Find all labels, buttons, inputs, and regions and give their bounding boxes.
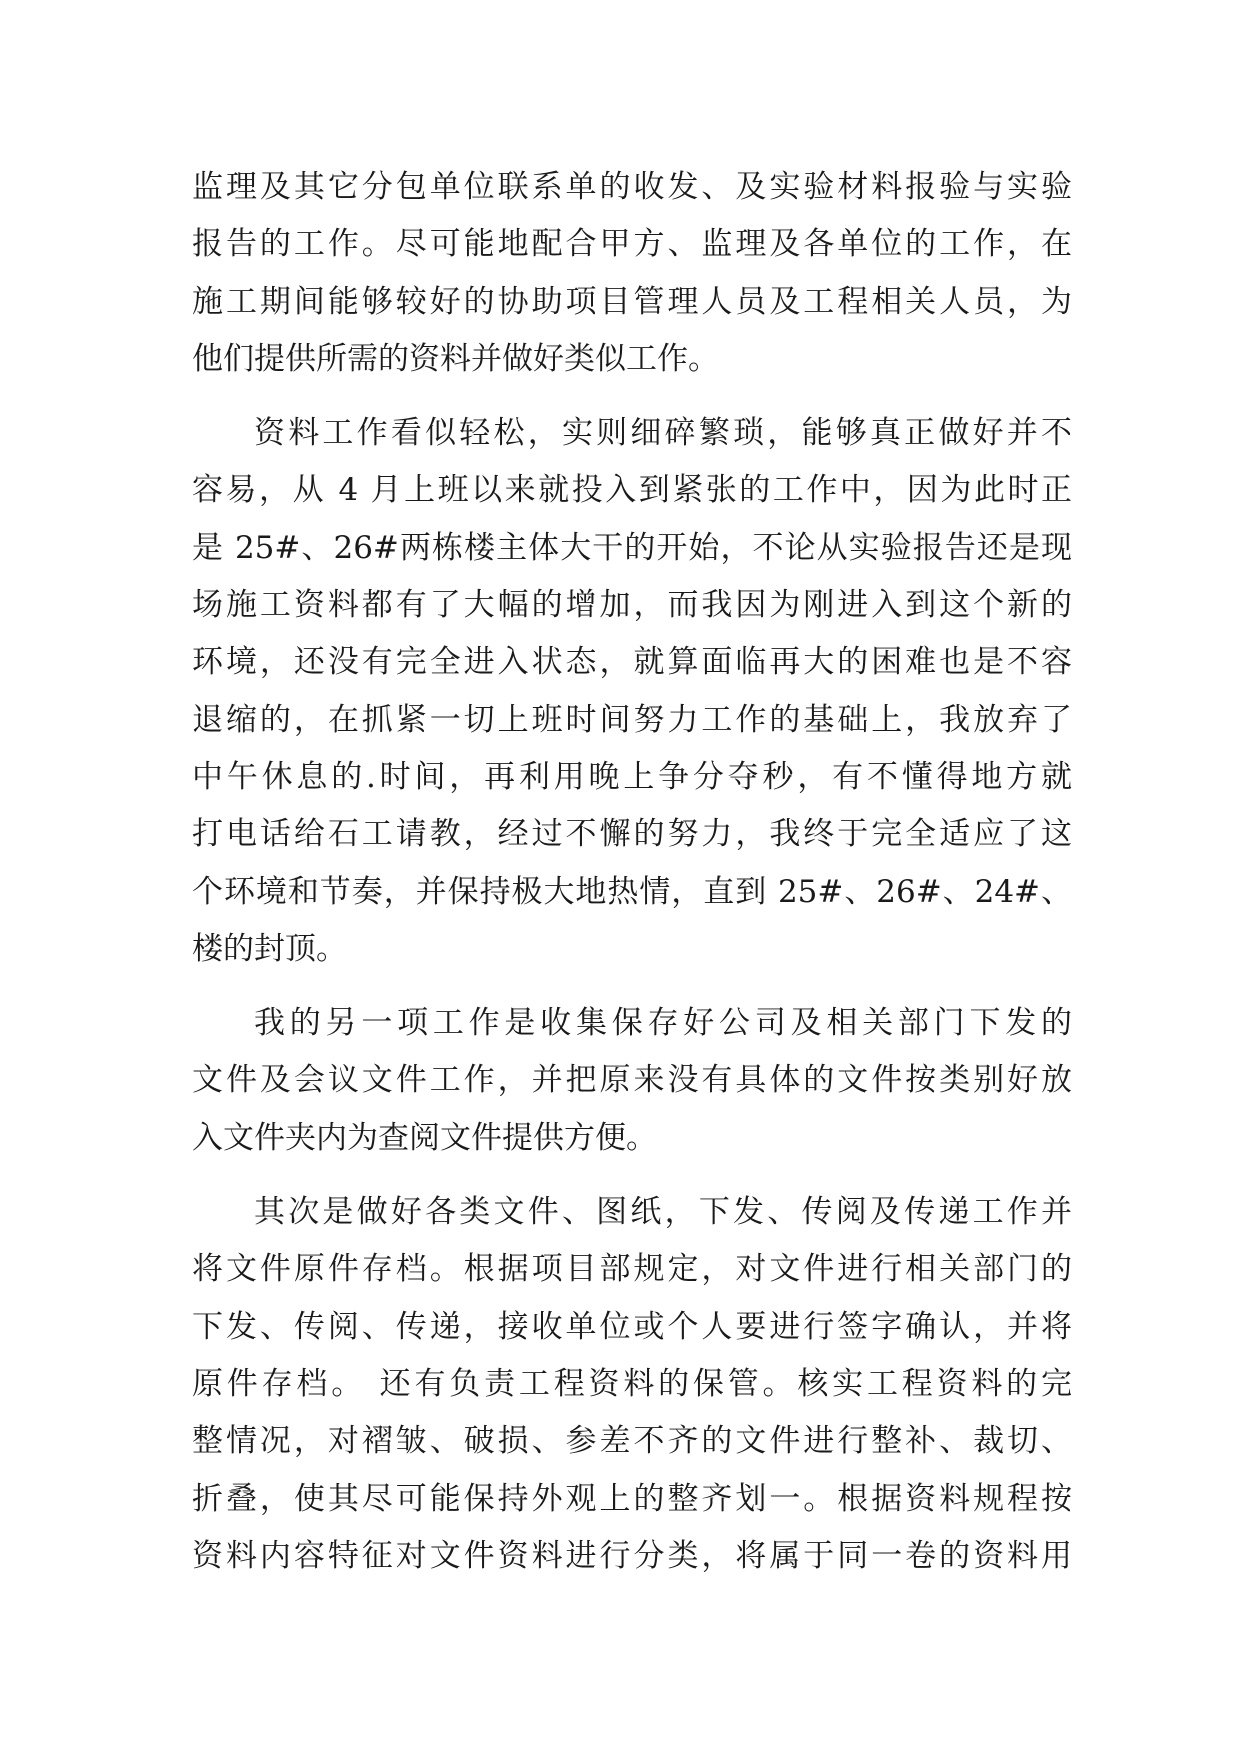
text-line: 打电话给石工请教，经过不懈的努力，我终于完全适应了这 — [192, 816, 1072, 853]
text-line: 场施工资料都有了大幅的增加，而我因为刚进入到这个新的 — [192, 587, 1072, 624]
text-line: 入文件夹内为查阅文件提供方便。 — [192, 1119, 657, 1156]
text-line: 个环境和节奏，并保持极大地热情，直到 25#、26#、24#、 — [192, 873, 1072, 910]
text-line: 文件及会议文件工作，并把原来没有具体的文件按类别好放 — [192, 1062, 1072, 1099]
text-line: 折叠，使其尽可能保持外观上的整齐划一。根据资料规程按 — [192, 1480, 1072, 1517]
text-line: 中午休息的.时间，再利用晚上争分夺秒，有不懂得地方就 — [192, 758, 1072, 795]
text-line: 原件存档。 还有负责工程资料的保管。核实工程资料的完 — [192, 1365, 1072, 1402]
paragraph-4 — [192, 1184, 1072, 1585]
text-line: 退缩的，在抓紧一切上班时间努力工作的基础上，我放弃了 — [192, 701, 1072, 738]
text-line: 施工期间能够较好的协助项目管理人员及工程相关人员，为 — [192, 283, 1072, 320]
text-line: 资料内容特征对文件资料进行分类，将属于同一卷的资料用 — [192, 1537, 1072, 1574]
paragraph-1 — [192, 159, 1072, 388]
text-line: 他们提供所需的资料并做好类似工作。 — [192, 340, 719, 377]
text-line: 资料工作看似轻松，实则细碎繁琐，能够真正做好并不 — [254, 415, 1072, 452]
text-line: 我的另一项工作是收集保存好公司及相关部门下发的 — [254, 1005, 1072, 1042]
document-body — [192, 159, 1072, 1602]
text-line: 容易，从 4 月上班以来就投入到紧张的工作中，因为此时正 — [192, 472, 1072, 509]
text-line: 楼的封顶。 — [192, 930, 347, 967]
text-line: 将文件原件存档。根据项目部规定，对文件进行相关部门的 — [192, 1251, 1072, 1288]
paragraph-3 — [192, 995, 1072, 1167]
paragraph-2 — [192, 405, 1072, 978]
text-line: 整情况，对褶皱、破损、参差不齐的文件进行整补、裁切、 — [192, 1423, 1072, 1460]
text-line: 其次是做好各类文件、图纸，下发、传阅及传递工作并 — [254, 1194, 1072, 1231]
text-line: 是 25#、26#两栋楼主体大干的开始，不论从实验报告还是现 — [192, 529, 1072, 566]
text-line: 环境，还没有完全进入状态，就算面临再大的困难也是不容 — [192, 644, 1072, 681]
text-line: 监理及其它分包单位联系单的收发、及实验材料报验与实验 — [192, 169, 1072, 205]
text-line: 下发、传阅、传递，接收单位或个人要进行签字确认，并将 — [192, 1308, 1072, 1345]
text-line: 报告的工作。尽可能地配合甲方、监理及各单位的工作，在 — [192, 226, 1072, 263]
